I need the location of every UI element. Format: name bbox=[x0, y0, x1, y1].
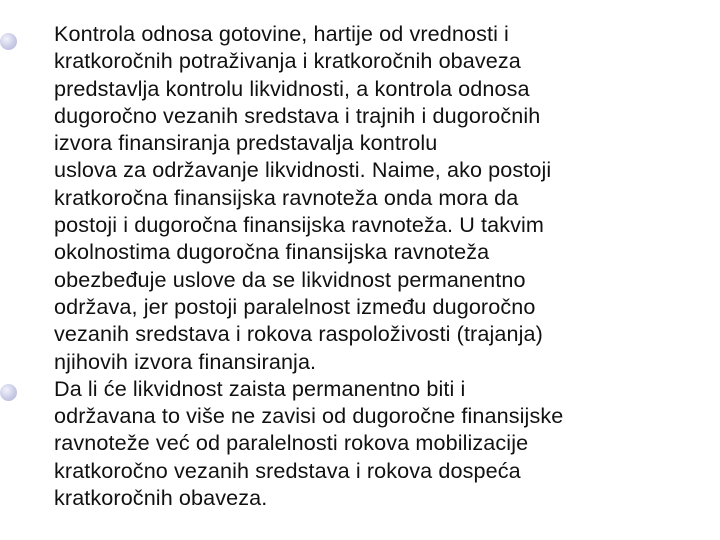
text-line: održavana to više ne zavisi od dugoročne finansijske bbox=[54, 403, 564, 429]
text-line: Kontrola odnosa gotovine, hartije od vrednosti i bbox=[54, 21, 509, 46]
text-line: obezbeđuje uslove da se likvidnost permanentno bbox=[54, 266, 526, 292]
text-line: Da li će likvidnost zaista permanentno biti i bbox=[54, 375, 466, 401]
text-line: održava, jer postoji paralelnost između dugoročno bbox=[54, 293, 536, 319]
bullet-dot-icon bbox=[0, 384, 17, 401]
text-line: ravnoteže već od paralelnosti rokova mobilizacije bbox=[54, 430, 529, 456]
text-line: postoji i dugoročna finansijska ravnoteža. U takvim bbox=[54, 212, 544, 238]
text-line: kratkoročnih potraživanja i kratkoročnih obaveza bbox=[54, 48, 521, 74]
text-line: kratkoročna finansijska ravnoteža onda mora da bbox=[54, 184, 519, 210]
bullet-item-1 bbox=[0, 20, 720, 375]
bullet-dot-icon bbox=[0, 33, 17, 50]
text-line: kratkoročno vezanih sredstava i rokova dospeća bbox=[54, 457, 521, 483]
bullet-item-2 bbox=[0, 375, 720, 511]
text-line: predstavlja kontrolu likvidnosti, a kontrola odnosa bbox=[54, 75, 530, 101]
text-line: izvora finansiranja predstavalja kontrolu bbox=[54, 130, 438, 156]
text-line: vezanih sredstava i rokova raspoloživosti (trajanja) bbox=[54, 321, 543, 347]
text-line: uslova za održavanje likvidnosti. Naime, ako postoji bbox=[54, 157, 552, 183]
text-line: njihovih izvora finansiranja. bbox=[54, 348, 317, 374]
text-line: okolnostima dugoročna finansijska ravnoteža bbox=[54, 239, 490, 265]
text-line: dugoročno vezanih sredstava i trajnih i dugoročnih bbox=[54, 102, 541, 128]
text-line: kratkoročnih obaveza. bbox=[54, 485, 268, 511]
